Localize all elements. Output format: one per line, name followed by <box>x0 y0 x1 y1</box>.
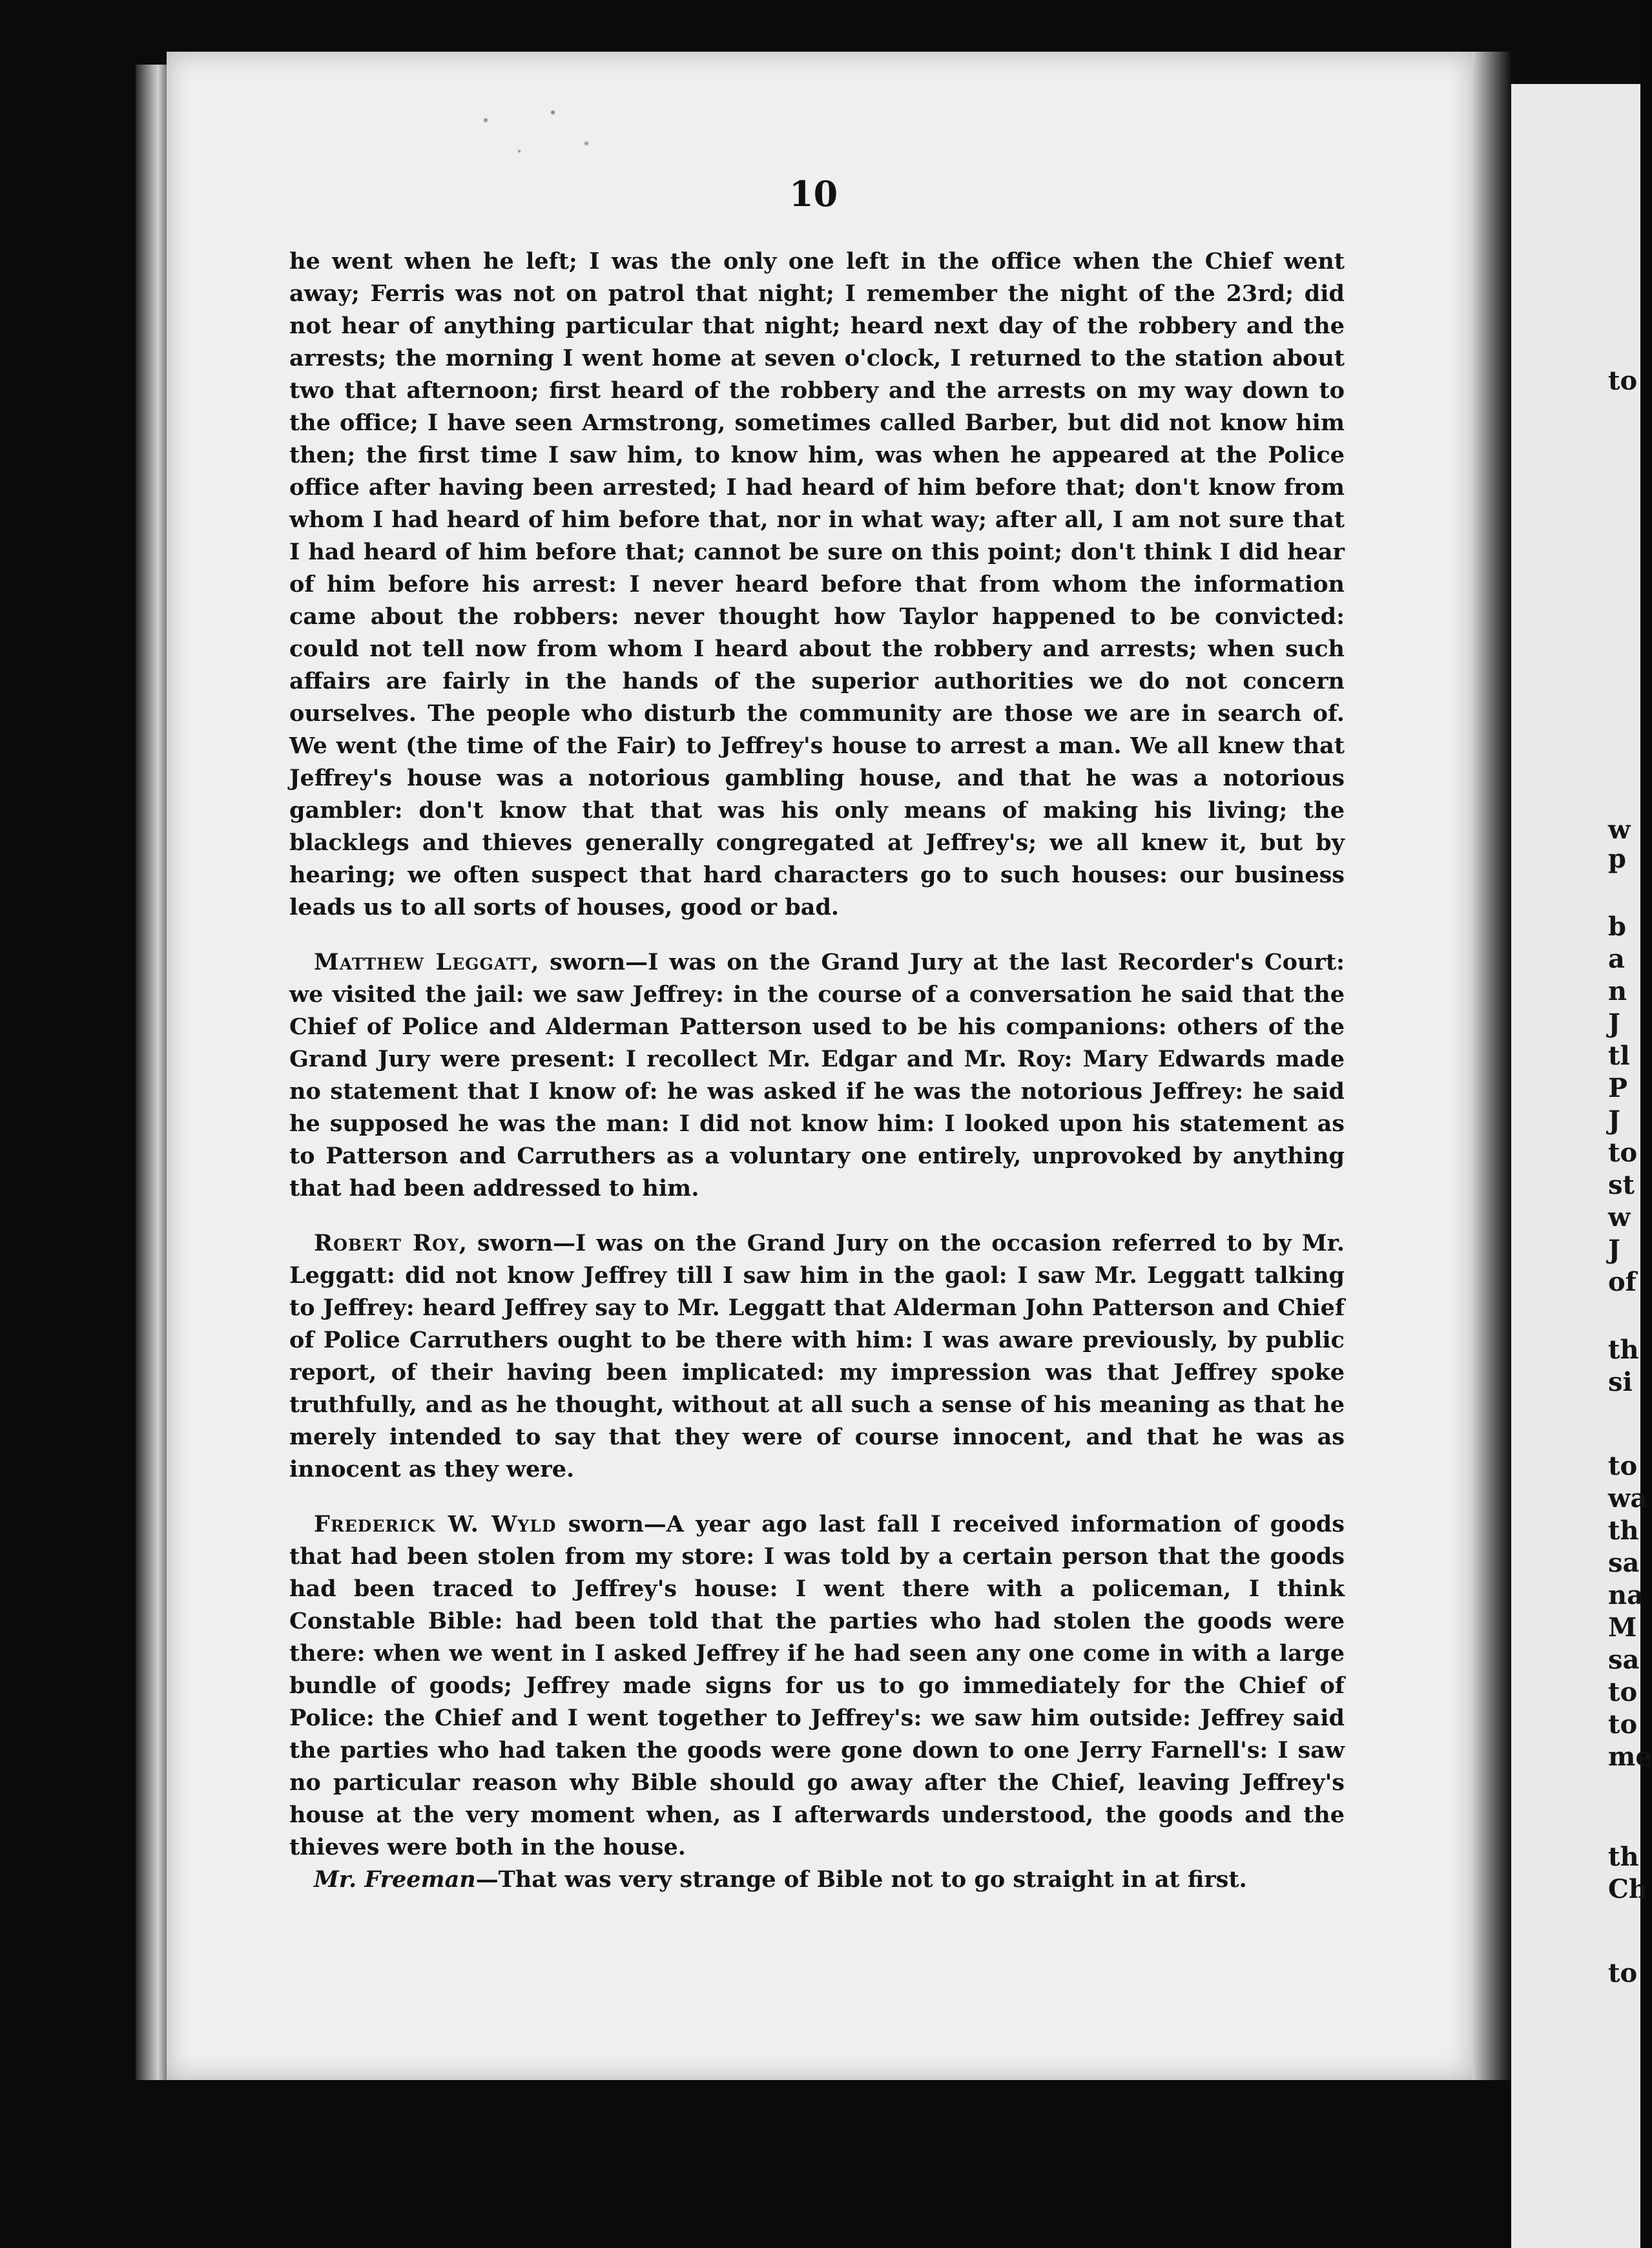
adjacent-page-fragment: M <box>1608 1612 1637 1643</box>
adjacent-page-fragment: me <box>1608 1742 1652 1772</box>
paragraph-text: , sworn—I was on the Grand Jury at the last Recorder's Court: we visited the jail: we saw Jeffrey: in the course of a conversation he said that the Chief of Police and Alderman Patterson used to be his companions: others of the Grand Jury were present: I recollect Mr. Edgar and Mr. Roy: Mary Edwards made no statement that I know of: he was asked if he was the notorious Jeffrey: he said he supposed he was the man: I did not know him: I looked upon his statement as to Patterson and Carruthers as a voluntary one entirely, unprovoked by anything that had been addressed to him. <box>289 949 1345 1202</box>
testimony-paragraph <box>289 1508 1345 1864</box>
paragraph-text: , sworn—I was on the Grand Jury on the occasion referred to by Mr. Leggatt: did not know Jeffrey till I saw him in the gaol: I saw Mr. Leggatt talking to Jeffrey: heard Jeffrey say to Mr. Leggatt that Alderman John Patterson and Chief of Police Carruthers ought to be there with him: I was aware previously, by public report, of their having been implicated: my impression was that Jeffrey spoke truthfully, and as he thought, without at all such a sense of his meaning as that he merely intended to say that they were of course innocent, and that he was as innocent as they were. <box>289 1230 1345 1483</box>
adjacent-page-fragment: n <box>1608 976 1627 1006</box>
paragraph-text: sworn—A year ago last fall I received information of goods that had been stolen from my store: I was told by a certain person that the goods had been traced to Jeffrey's house: I went there with a policeman, I think Constable Bible: had been told that the parties who had stolen the goods were there: when we went in I asked Jeffrey if he had seen any one come in with a large bundle of goods; Jeffrey made signs for us to go immediately for the Chief of Police: the Chief and I went together to Jeffrey's: we saw him outside: Jeffrey said the parties who had taken the goods were gone down to one Jerry Farnell's: I saw no particular reason why Bible should go away after the Chief, leaving Jeffrey's house at the very moment when, as I afterwards understood, the goods and the thieves were both in the house. <box>289 1511 1345 1860</box>
witness-name: Matthew Leggatt <box>314 949 532 975</box>
adjacent-page-fragment: Ch <box>1608 1874 1647 1904</box>
adjacent-page-fragment: th <box>1608 1515 1639 1546</box>
adjacent-page-fragment: to <box>1608 1709 1638 1740</box>
page-gutter-shadow <box>1472 52 1511 2080</box>
witness-name: Robert Roy <box>314 1230 459 1256</box>
paper-speckles <box>452 97 620 174</box>
adjacent-page-fragment: to <box>1608 1451 1638 1481</box>
adjacent-page-fragment: J <box>1608 1234 1620 1265</box>
adjacent-page-fragment: to <box>1608 1677 1638 1707</box>
adjacent-page-fragment: a <box>1608 944 1625 974</box>
adjacent-page-fragment: tl <box>1608 1041 1630 1071</box>
adjacent-page-fragment: J <box>1608 1105 1620 1136</box>
adjacent-page-fragment: w <box>1608 815 1631 845</box>
testimony-paragraph <box>289 946 1345 1205</box>
adjacent-page-fragment: st <box>1608 1170 1635 1200</box>
adjacent-page-fragment: sa <box>1608 1548 1640 1578</box>
adjacent-page-fragment: J <box>1608 1008 1620 1039</box>
paragraph-text: —That was very strange of Bible not to go straight in at first. <box>475 1866 1247 1893</box>
document-body <box>289 245 1345 1919</box>
adjacent-page <box>1511 84 1652 2248</box>
testimony-paragraph <box>289 245 1345 924</box>
adjacent-page-fragment: b <box>1608 911 1626 942</box>
adjacent-page-fragment: w <box>1608 1202 1631 1233</box>
testimony-paragraph <box>289 1227 1345 1486</box>
adjacent-page-fragment: si <box>1608 1367 1633 1397</box>
speaker-name: Mr. Freeman <box>314 1866 476 1893</box>
page-number: 10 <box>789 173 838 214</box>
adjacent-page-fragment: th <box>1608 1335 1639 1365</box>
adjacent-page-fragment: to <box>1608 1138 1638 1168</box>
adjacent-page-fragment: na <box>1608 1580 1644 1610</box>
adjacent-page-fragment: to <box>1608 1958 1638 1988</box>
book-spine-edge <box>136 65 168 2080</box>
adjacent-page-fragment: wa <box>1608 1483 1647 1514</box>
adjacent-page-fragment: sa <box>1608 1645 1640 1675</box>
adjacent-page-fragment: p <box>1608 844 1626 874</box>
testimony-paragraph <box>289 1864 1345 1896</box>
paragraph-text: he went when he left; I was the only one left in the office when the Chief went away; Ferris was not on patrol that night; I remember the night of the 23rd; did not hear of anything particular that night; heard next day of the robbery and the arrests; the morning I went home at seven o'clock, I returned to the station about two that afternoon; first heard of the robbery and the arrests on my way down to the office; I have seen Armstrong, sometimes called Barber, but did not know him then; the first time I saw him, to know him, was when he appeared at the Police office after having been arrested; I had heard of him before that; don't know from whom I had heard of him before that, nor in what way; after all, I am not sure that I had heard of him before that; cannot be sure on this point; don't think I did hear of him before his arrest: I never heard before that from whom the information came about the robbers: never thought how Taylor happened to be convicted: could not tell now from whom I heard about the robbery and arrests; when such affairs are fairly in the hands of the superior authorities we do not concern ourselves. The people who disturb the community are those we are in search of. We went (the time of the Fair) to Jeffrey's house to arrest a man. We all knew that Jeffrey's house was a notorious gambling house, and that he was a notorious gambler: don't know that that was his only means of making his living; the blacklegs and thieves generally congregated at Jeffrey's; we all knew it, but by hearing; we often suspect that hard characters go to such houses: our business leads us to all sorts of houses, good or bad. <box>289 248 1345 921</box>
adjacent-page-fragment: P <box>1608 1073 1628 1103</box>
witness-name: Frederick W. Wyld <box>314 1511 557 1537</box>
adjacent-page-fragment: th <box>1608 1842 1639 1872</box>
adjacent-page-fragment: to <box>1608 366 1638 396</box>
adjacent-page-fragment: of <box>1608 1267 1637 1297</box>
